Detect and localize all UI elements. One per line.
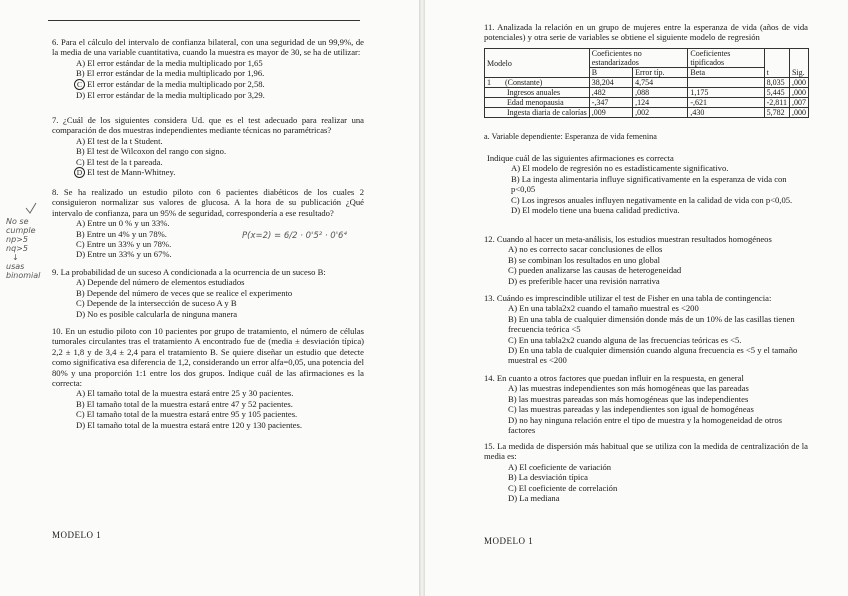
table-row (485, 78, 809, 88)
question-9-stem: 9. La probabilidad de un suceso A condicionada a la ocurrencia de un suceso B: (52, 267, 326, 277)
option-b[interactable]: B) Entre un 4% y un 78%. (76, 228, 167, 239)
option-a[interactable]: A) El coeficiente de variación (508, 461, 612, 472)
option-c-text: El error estándar de la media multiplicado por 2,58. (87, 78, 265, 89)
header-model: Modelo (485, 49, 590, 78)
note-line: binomial (6, 271, 41, 280)
option-a[interactable]: A) En una tabla2x2 cuando el tamaño muestral es <200 (508, 303, 699, 314)
regression-table (484, 48, 809, 118)
option-b[interactable]: B) La desviación típica (508, 472, 588, 483)
question-14-stem: 14. En cuanto a otros factores que puedan influir en la respuesta, en general (484, 373, 744, 383)
table-note: a. Variable dependiente: Esperanza de vida femenina (484, 132, 657, 141)
question-11-prompt: Indique cuál de las siguientes afirmaciones es correcta (487, 153, 674, 163)
option-a[interactable]: A) El test de la t Student. (76, 135, 163, 146)
option-c[interactable]: C) El tamaño total de la muestra estará entre 95 y 105 pacientes. (76, 409, 298, 420)
option-d[interactable] (52, 167, 364, 178)
cell-se: ,124 (633, 98, 688, 108)
question-7-stem: 7. ¿Cuál de los siguientes considera Ud. que es el test adecuado para realizar una comparación de dos muestras independientes mediante técnicas no paramétricas? (52, 115, 364, 136)
row-name: Edad menopausia (485, 98, 590, 108)
cell-sig: ,000 (789, 78, 808, 88)
option-b[interactable]: B) El tamaño total de la muestra estará entre 47 y 52 pacientes. (76, 398, 293, 409)
question-10 (52, 326, 364, 430)
top-rule (48, 20, 360, 21)
answer-circle-icon: C (74, 79, 85, 90)
cell-sig: ,000 (789, 88, 808, 98)
question-14 (484, 373, 808, 435)
cell-se: ,002 (633, 108, 688, 118)
model-number: 1 (487, 78, 491, 87)
row-name: Ingesta diaria de calorías (485, 108, 590, 118)
option-a[interactable]: A) El modelo de regresión no es estadísticamente significativo. (511, 163, 729, 174)
option-a[interactable]: A) Depende del número de elementos estudiados (76, 277, 245, 288)
cell-t: 5,782 (764, 108, 789, 118)
option-d[interactable]: D) La mediana (508, 493, 560, 504)
handwritten-margin-note (6, 217, 48, 280)
header-b: B (589, 68, 632, 78)
question-12 (484, 234, 808, 286)
checkmark-icon (24, 201, 38, 215)
cell-b: 38,204 (589, 78, 632, 88)
option-b[interactable]: B) las muestras pareadas son más homogéneas que las independientes (508, 393, 749, 404)
question-12-stem: 12. Cuando al hacer un meta-análisis, los estudios muestran resultados homogéneos (484, 234, 772, 244)
option-c[interactable]: C) El test de la t pareada. (76, 156, 163, 167)
header-se: Error típ. (633, 68, 688, 78)
note-line: No se (6, 217, 29, 226)
table-row (485, 88, 809, 98)
question-15-stem: 15. La medida de dispersión más habitual que se utiliza con la medida de centralización de la media es: (484, 441, 808, 462)
question-8 (52, 187, 364, 260)
option-d[interactable]: D) El modelo tiene una buena calidad predictiva. (511, 205, 680, 216)
option-d[interactable]: D) El tamaño total de la muestra estará entre 120 y 130 pacientes. (76, 419, 302, 430)
option-b[interactable]: B) En una tabla de cualquier dimensión donde más de un 10% de las casillas tienen frecuencia teórica <5 (508, 313, 795, 335)
answer-circle-icon: D (74, 167, 85, 178)
question-10-stem: 10. En un estudio piloto con 10 pacientes por grupo de tratamiento, el número de células tumorales circulantes tras el tratamiento A encontrado fue de (media ± desviación típica) 2,2 ± 1,8 y de 3,4 ± 2,4 para el tratamiento B. Se quiere diseñar un estudio que detecte como significativa esa diferencia de 1,2, considerando un error alfa=0,05, una potencia del 80% y una proporción 1:1 entre los dos grupos. Indique cuál de las afirmaciones es la correcta: (52, 326, 364, 389)
option-a[interactable]: A) no es correcto sacar conclusiones de ellos (508, 244, 663, 255)
option-b[interactable]: B) se combinan los resultados en uno global (508, 254, 661, 265)
option-c[interactable]: C) pueden analizarse las causas de heterogeneidad (508, 265, 682, 276)
footer-model: MODELO 1 (52, 530, 102, 540)
option-a[interactable]: A) El error estándar de la media multiplicado por 1,65 (76, 57, 263, 68)
cell-t: 8,035 (764, 78, 789, 88)
cell-se: 4,754 (633, 78, 688, 88)
note-line: np>5 (6, 235, 28, 244)
question-8-stem: 8. Se ha realizado un estudio piloto con 6 pacientes diabéticos de los cuales 2 consiguieron normalizar sus valores de glucosa. A la hora de su publicación ¿Qué intervalo de confianza, para un 95% de seguridad, correspondería a ese resultado? (52, 187, 364, 218)
header-sig: Sig. (789, 68, 808, 78)
cell-t: 5,445 (764, 88, 789, 98)
cell-sig: ,000 (789, 108, 808, 118)
option-d[interactable]: D) es preferible hacer una revisión narrativa (508, 275, 660, 286)
option-b[interactable]: B) La ingesta alimentaria influye significativamente en la esperanza de vida con p<0,05 (511, 173, 787, 195)
page-gutter (419, 0, 425, 596)
question-11 (484, 22, 808, 43)
cell-b: ,482 (589, 88, 632, 98)
option-b[interactable]: B) El test de Wilcoxon del rango con signo. (76, 146, 227, 157)
option-d-text: El test de Mann-Whitney. (87, 167, 176, 178)
question-15 (484, 441, 808, 503)
option-d[interactable]: D) No es posible calcularla de ninguna manera (76, 308, 238, 319)
question-13-stem: 13. Cuándo es imprescindible utilizar el test de Fisher en una tabla de contingencia: (484, 293, 772, 303)
option-a[interactable]: A) las muestras independientes son más homogéneas que las pareadas (508, 383, 749, 394)
header-beta: Beta (688, 68, 764, 78)
option-d[interactable]: D) no hay ninguna relación entre el tipo de muestra y la homogeneidad de otros factores (508, 414, 782, 436)
cell-t: -2,811 (764, 98, 789, 108)
table-row (485, 98, 809, 108)
note-line: cumple (6, 226, 36, 235)
down-arrow-icon: ↓ (12, 253, 19, 262)
option-b[interactable]: B) El error estándar de la media multiplicado por 1,96. (76, 68, 265, 79)
cell-beta: ,430 (688, 108, 764, 118)
option-c[interactable]: C) Entre un 33% y un 78%. (76, 239, 172, 250)
cell-b: ,009 (589, 108, 632, 118)
option-b[interactable]: B) Depende del número de veces que se realice el experimento (76, 287, 293, 298)
question-6-stem: 6. Para el cálculo del intervalo de confianza bilateral, con una seguridad de un 99,9%, de la media de una variable cuantitativa, cuando la muestra es mayor de 30, se ha de utilizar: (52, 37, 364, 58)
option-d[interactable]: D) Entre un 33% y un 67%. (76, 249, 172, 260)
header-unstandardized: Coeficientes no estandarizados (589, 49, 688, 68)
question-9 (52, 267, 364, 319)
handwritten-formula: P(x=2) = 6/2 · 0'5² · 0'6⁴ (242, 231, 347, 241)
cell-sig: ,007 (789, 98, 808, 108)
option-d[interactable]: D) El error estándar de la media multiplicado por 3,29. (76, 89, 265, 100)
table-row (485, 108, 809, 118)
footer-model: MODELO 1 (484, 536, 534, 546)
cell-beta: 1,175 (688, 88, 764, 98)
note-line: usas (6, 262, 25, 271)
row-name: Ingresos anuales (485, 88, 590, 98)
header-t: t (764, 68, 789, 78)
option-a[interactable]: A) El tamaño total de la muestra estará entre 25 y 30 pacientes. (76, 388, 294, 399)
option-c[interactable]: C) Depende de la intersección de suceso A y B (76, 298, 237, 309)
option-c[interactable]: C) El coeficiente de correlación (508, 482, 618, 493)
option-d[interactable]: D) En una tabla de cualquier dimensión cuando alguna frecuencia es <5 y el tamaño muestral es <200 (508, 345, 798, 366)
cell-se: ,088 (633, 88, 688, 98)
row-name: (Constante) (505, 78, 543, 87)
header-standardized: Coeficientes tipificados (688, 49, 764, 68)
cell-b: -,347 (589, 98, 632, 108)
option-c[interactable]: C) las muestras pareadas y las independientes son igual de homogéneas (508, 404, 754, 415)
question-11-stem: 11. Analizada la relación en un grupo de mujeres entre la esperanza de vida (años de vida potenciales) y otra serie de variables se obtiene el siguiente modelo de regresión (484, 22, 808, 43)
option-a[interactable]: A) Entre un 0 % y un 33%. (76, 218, 170, 229)
question-7 (52, 115, 364, 178)
cell-beta: -,621 (688, 98, 764, 108)
option-c[interactable]: C) En una tabla2x2 cuando alguna de las frecuencias teóricas es <5. (508, 334, 742, 345)
note-line: nq>5 (6, 244, 28, 253)
option-c[interactable]: C) Los ingresos anuales influyen negativamente en la calidad de vida con p<0,05. (511, 194, 793, 205)
option-c[interactable] (52, 79, 364, 90)
question-13 (484, 293, 808, 366)
cell-beta (688, 78, 764, 88)
question-6 (52, 37, 364, 100)
question-11-options (487, 153, 807, 215)
row-label (485, 78, 590, 88)
